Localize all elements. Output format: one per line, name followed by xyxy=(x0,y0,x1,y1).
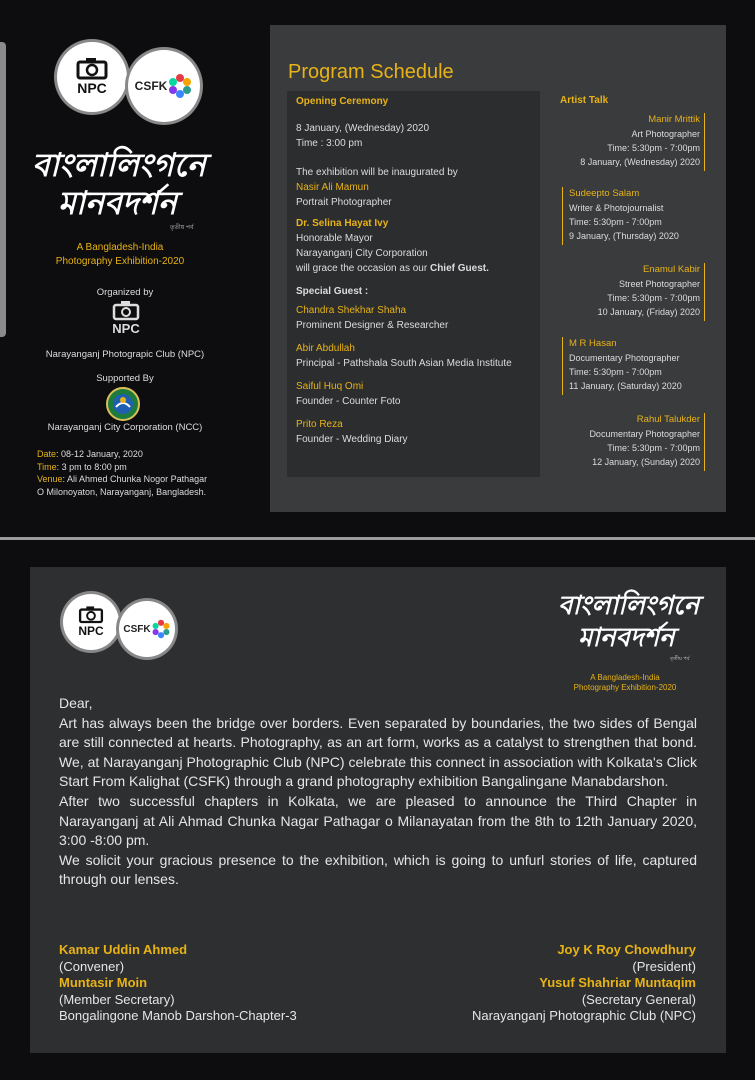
artist-time: Time: 5:30pm - 7:00pm xyxy=(607,292,700,303)
artist-name: M R Hasan xyxy=(569,338,617,349)
subtitle-line1: A Bangladesh-India xyxy=(590,673,660,682)
artist-name: Sudeepto Salam xyxy=(569,188,640,199)
organizer-logo xyxy=(108,301,144,345)
guest-role: Founder - Wedding Diary xyxy=(296,434,408,445)
bengali-title-line2: মানবদর্শন xyxy=(578,623,675,653)
exhibition-subtitle xyxy=(25,241,215,268)
artist-name: Rahul Talukder xyxy=(636,414,700,425)
chief-line3-bold: Chief Guest. xyxy=(429,263,489,274)
camera-icon xyxy=(74,58,110,80)
chief-guest-role2: Narayanganj City Corporation xyxy=(296,248,428,259)
artist-divider xyxy=(704,113,705,171)
artist-date: 10 January, (Friday) 2020 xyxy=(597,306,700,317)
guest-role: Principal - Pathshala South Asian Media Institute xyxy=(296,358,512,369)
artist-date: 8 January, (Wednesday) 2020 xyxy=(580,156,700,167)
guest-item xyxy=(296,417,536,447)
chapter-mark: তৃতীয় পর্ব xyxy=(670,656,690,662)
guest-item xyxy=(296,379,536,409)
guest-item xyxy=(296,341,536,371)
letter-paragraph: We solicit your gracious presence to the exhibition, which is going to unfurl stories of life, captured through our lenses. xyxy=(59,851,697,888)
npc-logo xyxy=(63,594,119,650)
guest-name: Chandra Shekhar Shaha xyxy=(296,305,407,316)
csfk-logo-text: CSFK xyxy=(134,79,168,93)
artist-role: Art Photographer xyxy=(631,128,700,139)
artist-item xyxy=(569,337,709,394)
signatory-footer: Narayanganj Photographic Club (NPC) xyxy=(471,1008,696,1023)
chief-line3-text: will grace the occasion as our xyxy=(296,263,430,274)
camera-icon xyxy=(111,301,141,321)
subtitle-line2: Photography Exhibition-2020 xyxy=(573,683,677,693)
program-schedule-panel xyxy=(270,25,726,512)
artist-divider xyxy=(704,413,705,471)
csfk-logo-text: CSFK xyxy=(123,623,151,635)
time-value: : 3 pm to 8:00 pm xyxy=(56,461,127,472)
letter-paragraph: Art has always been the bridge over borders. Even separated by boundaries, the two sides of Bengal are still connected at hearts. Photography, as an art form, works as a catalyst to strengthen that bond. We, at Narayanganj Photographic Club (NPC) celebrate this connect in association with Kolkata's Click Start From Kalighat (CSFK) through a grand photography exhibition Bangalingane Manabdarshon. xyxy=(59,714,697,790)
supporter-name: Narayanganj City Corporation (NCC) xyxy=(47,422,203,433)
chief-guest-role1: Honorable Mayor xyxy=(296,233,373,244)
color-petals-icon xyxy=(167,73,193,99)
npc-logo-text: NPC xyxy=(77,80,107,96)
artist-item xyxy=(560,413,700,470)
artist-name: Enamul Kabir xyxy=(642,264,700,275)
signatory-role: (Secretary General) xyxy=(581,991,696,1007)
guest-role: Founder - Counter Foto xyxy=(296,396,401,407)
supported-by-label: Supported By xyxy=(96,373,154,384)
date-label: Date xyxy=(37,449,57,459)
invitation-letter-card xyxy=(30,567,726,1053)
organized-by-label: Organized by xyxy=(96,287,154,298)
chief-guest-name: Dr. Selina Hayat Ivy xyxy=(296,218,389,229)
exhibition-subtitle xyxy=(550,673,700,694)
date-row xyxy=(37,448,267,461)
inaugurator-name: Nasir Ali Mamun xyxy=(296,182,369,193)
opening-heading: Opening Ceremony xyxy=(296,96,389,107)
letter-paragraph: After two successful chapters in Kolkata, we are pleased to announce the Third Chapter in Narayanganj at Ali Ahmad Chunka Nagar Pathagar o Milanayatan from the 8th to 12th January 2020, 3:00 -8:00 pm. xyxy=(59,792,697,849)
venue-value2: O Milonoyaton, Narayanganj, Bangladesh. xyxy=(37,486,207,497)
venue-label: Venue xyxy=(37,474,63,485)
artist-role: Documentary Photographer xyxy=(569,352,680,363)
signatory-role: (President) xyxy=(632,958,696,974)
artist-item xyxy=(560,263,700,320)
artist-item xyxy=(560,113,700,170)
signatory-role: (Convener) xyxy=(59,958,125,974)
artist-divider xyxy=(704,263,705,321)
camera-icon xyxy=(77,606,105,624)
artist-item xyxy=(569,187,709,244)
signatory-name: Yusuf Shahriar Muntaqim xyxy=(539,975,696,990)
guest-name: Saiful Huq Omi xyxy=(296,381,364,392)
artist-role: Documentary Photographer xyxy=(589,428,700,439)
time-label: Time xyxy=(37,461,57,472)
chapter-mark: তৃতীয় পর্ব xyxy=(170,225,194,231)
inaugurated-text: The exhibition will be inaugurated by xyxy=(296,167,458,178)
artist-time: Time: 5:30pm - 7:00pm xyxy=(607,142,700,153)
artist-role: Writer & Photojournalist xyxy=(569,202,664,213)
signatory-footer: Bongalingone Manob Darshon-Chapter-3 xyxy=(59,1008,297,1023)
artist-time: Time: 5:30pm - 7:00pm xyxy=(569,366,662,377)
guest-role: Prominent Designer & Researcher xyxy=(296,320,449,331)
venue-value: : Ali Ahmed Chunka Nogor Pathagar xyxy=(62,474,208,485)
opening-time: Time : 3:00 pm xyxy=(296,138,363,149)
bengali-title-line1: বাংলালিংগনে xyxy=(32,146,206,184)
signatory-name: Joy K Roy Chowdhury xyxy=(557,942,696,957)
artist-divider xyxy=(562,337,563,395)
guest-item xyxy=(296,303,536,333)
ncc-seal xyxy=(106,387,140,421)
opening-details xyxy=(296,94,536,447)
csfk-logo xyxy=(128,50,200,122)
right-signatories xyxy=(472,942,696,1025)
left-edge-scrollbar[interactable] xyxy=(0,42,6,337)
artist-name: Manir Mrittik xyxy=(648,114,700,125)
artist-date: 12 January, (Sunday) 2020 xyxy=(592,456,700,467)
signatory-name: Kamar Uddin Ahmed xyxy=(59,942,188,957)
opening-ceremony-box xyxy=(287,91,540,477)
color-petals-icon xyxy=(151,619,171,639)
artist-time: Time: 5:30pm - 7:00pm xyxy=(607,442,700,453)
seal-icon xyxy=(106,387,140,421)
csfk-logo xyxy=(119,601,175,657)
date-value: : 08-12 January, 2020 xyxy=(56,449,143,459)
letter-body xyxy=(59,694,697,890)
npc-logo xyxy=(57,42,127,112)
guest-name: Prito Reza xyxy=(296,419,343,430)
artist-talk-heading: Artist Talk xyxy=(560,95,609,106)
schedule-title: Program Schedule xyxy=(288,61,454,83)
time-row xyxy=(37,461,267,474)
subtitle-line1: A Bangladesh-India xyxy=(76,242,164,253)
artist-date: 9 January, (Thursday) 2020 xyxy=(569,230,679,241)
chief-guest-line3 xyxy=(296,261,536,276)
npc-logo-text: NPC xyxy=(78,624,104,638)
section-divider xyxy=(0,537,755,540)
organizer-logo-text: NPC xyxy=(112,321,140,336)
event-details xyxy=(37,448,267,498)
artist-divider xyxy=(562,187,563,245)
special-guest-heading: Special Guest : xyxy=(296,286,369,297)
artist-time: Time: 5:30pm - 7:00pm xyxy=(569,216,662,227)
opening-date: 8 January, (Wednesday) 2020 xyxy=(296,123,430,134)
artist-role: Street Photographer xyxy=(618,278,700,289)
bengali-title-line2: মানবদর্শন xyxy=(58,184,177,222)
bengali-title-line1: বাংলালিংগনে xyxy=(558,591,700,621)
salutation: Dear, xyxy=(59,695,93,711)
subtitle-line2: Photography Exhibition-2020 xyxy=(55,255,185,267)
inaugurator-role: Portrait Photographer xyxy=(296,197,392,208)
artist-date: 11 January, (Saturday) 2020 xyxy=(569,380,682,391)
guest-name: Abir Abdullah xyxy=(296,343,355,354)
venue-row xyxy=(37,473,267,486)
organizer-name: Narayanganj Photograpic Club (NPC) xyxy=(45,349,205,360)
signatory-name: Muntasir Moin xyxy=(59,975,148,990)
left-signatories xyxy=(59,942,297,1025)
signatory-role: (Member Secretary) xyxy=(59,991,175,1007)
